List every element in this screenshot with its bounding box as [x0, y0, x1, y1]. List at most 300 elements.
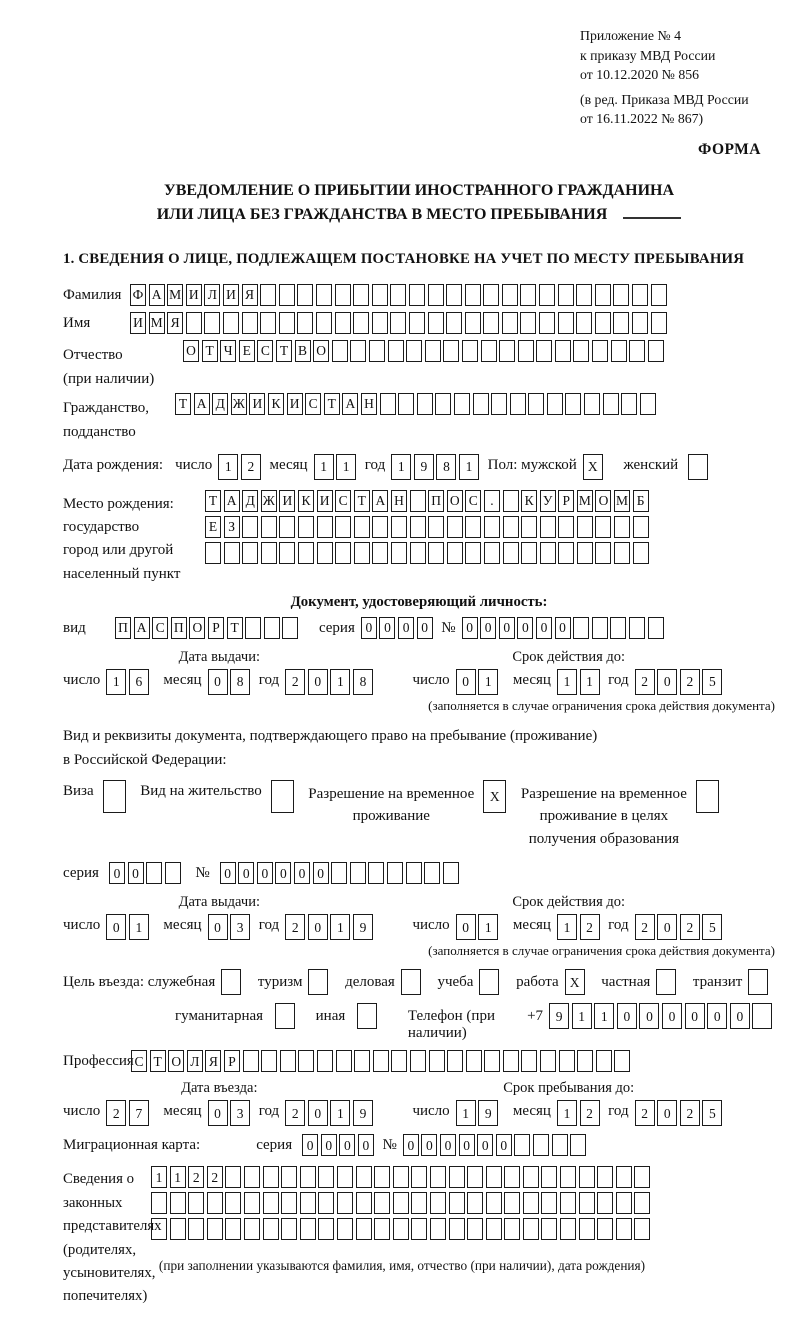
form-cell[interactable] [223, 312, 239, 334]
form-cell[interactable] [390, 312, 406, 334]
form-cell[interactable] [318, 1218, 334, 1240]
form-cell[interactable] [335, 542, 351, 564]
form-cell[interactable] [369, 340, 385, 362]
form-cell[interactable] [261, 542, 277, 564]
form-cell[interactable] [207, 1192, 223, 1214]
form-cell[interactable] [428, 312, 444, 334]
form-cell[interactable]: 3 [230, 1100, 250, 1126]
form-cell[interactable] [331, 862, 347, 884]
form-cell[interactable]: 0 [361, 617, 377, 639]
form-cell[interactable] [410, 542, 426, 564]
form-cell[interactable]: 0 [462, 617, 478, 639]
form-cell[interactable] [748, 969, 768, 995]
form-cell[interactable]: Т [227, 617, 243, 639]
form-cell[interactable] [491, 393, 507, 415]
form-cell[interactable] [428, 284, 444, 306]
form-cell[interactable] [633, 516, 649, 538]
form-cell[interactable] [393, 1218, 409, 1240]
form-cell[interactable] [634, 1192, 650, 1214]
form-cell[interactable] [271, 780, 294, 813]
form-cell[interactable]: 1 [170, 1166, 186, 1188]
form-cell[interactable]: 7 [129, 1100, 149, 1126]
form-cell[interactable] [298, 1050, 314, 1072]
form-cell[interactable] [264, 617, 280, 639]
form-cell[interactable]: 8 [436, 454, 456, 480]
form-cell[interactable] [540, 516, 556, 538]
form-cell[interactable] [616, 1166, 632, 1188]
form-cell[interactable] [449, 1192, 465, 1214]
form-cell[interactable] [280, 1050, 296, 1072]
form-cell[interactable] [592, 340, 608, 362]
form-cell[interactable]: К [521, 490, 537, 512]
form-cell[interactable] [573, 617, 589, 639]
form-cell[interactable] [579, 1192, 595, 1214]
form-cell[interactable] [188, 1218, 204, 1240]
form-cell[interactable]: О [168, 1050, 184, 1072]
form-cell[interactable] [579, 1166, 595, 1188]
form-cell[interactable] [539, 312, 555, 334]
form-cell[interactable] [547, 393, 563, 415]
form-cell[interactable]: 0 [657, 1100, 677, 1126]
form-cell[interactable] [411, 1218, 427, 1240]
form-cell[interactable]: 0 [480, 617, 496, 639]
form-cell[interactable]: 0 [379, 617, 395, 639]
form-cell[interactable] [539, 284, 555, 306]
form-cell[interactable] [521, 1050, 537, 1072]
form-cell[interactable]: 0 [730, 1003, 750, 1029]
form-cell[interactable] [651, 312, 667, 334]
form-cell[interactable]: 0 [417, 617, 433, 639]
form-cell[interactable] [151, 1218, 167, 1240]
form-cell[interactable] [483, 312, 499, 334]
form-cell[interactable] [316, 312, 332, 334]
form-cell[interactable] [577, 1050, 593, 1072]
form-cell[interactable]: С [465, 490, 481, 512]
form-cell[interactable] [353, 284, 369, 306]
form-cell[interactable]: 1 [391, 454, 411, 480]
form-cell[interactable]: 1 [557, 669, 577, 695]
form-cell[interactable] [486, 1218, 502, 1240]
form-cell[interactable]: 0 [308, 914, 328, 940]
form-cell[interactable] [430, 1218, 446, 1240]
form-cell[interactable]: 0 [707, 1003, 727, 1029]
form-cell[interactable] [595, 516, 611, 538]
form-cell[interactable]: 1 [456, 1100, 476, 1126]
form-cell[interactable]: 3 [230, 914, 250, 940]
form-cell[interactable] [353, 312, 369, 334]
form-cell[interactable] [560, 1166, 576, 1188]
form-cell[interactable] [521, 516, 537, 538]
form-cell[interactable]: З [224, 516, 240, 538]
form-cell[interactable]: 0 [308, 669, 328, 695]
form-cell[interactable] [629, 617, 645, 639]
form-cell[interactable]: К [268, 393, 284, 415]
form-cell[interactable] [560, 1218, 576, 1240]
form-cell[interactable]: 0 [302, 1134, 318, 1156]
form-cell[interactable]: Д [242, 490, 258, 512]
form-cell[interactable]: 2 [680, 1100, 700, 1126]
form-cell[interactable] [401, 969, 421, 995]
form-cell[interactable] [350, 862, 366, 884]
form-cell[interactable]: Я [205, 1050, 221, 1072]
form-cell[interactable] [597, 1192, 613, 1214]
form-cell[interactable]: О [447, 490, 463, 512]
form-cell[interactable] [541, 1166, 557, 1188]
form-cell[interactable] [579, 1218, 595, 1240]
form-cell[interactable]: Н [361, 393, 377, 415]
form-cell[interactable] [467, 1192, 483, 1214]
form-cell[interactable]: А [134, 617, 150, 639]
form-cell[interactable] [242, 312, 258, 334]
form-cell[interactable]: 0 [208, 1100, 228, 1126]
form-cell[interactable]: С [152, 617, 168, 639]
form-cell[interactable] [406, 340, 422, 362]
form-cell[interactable]: 1 [330, 1100, 350, 1126]
form-cell[interactable] [354, 542, 370, 564]
form-cell[interactable] [225, 1166, 241, 1188]
form-cell[interactable] [558, 516, 574, 538]
form-cell[interactable]: 0 [128, 862, 144, 884]
form-cell[interactable] [350, 340, 366, 362]
form-cell[interactable]: И [279, 490, 295, 512]
form-cell[interactable]: X [483, 780, 506, 813]
form-cell[interactable] [335, 312, 351, 334]
form-cell[interactable]: 1 [336, 454, 356, 480]
form-cell[interactable]: 0 [313, 862, 329, 884]
form-cell[interactable] [520, 312, 536, 334]
form-cell[interactable] [552, 1134, 568, 1156]
form-cell[interactable] [634, 1218, 650, 1240]
form-cell[interactable] [467, 1218, 483, 1240]
form-cell[interactable] [447, 1050, 463, 1072]
form-cell[interactable] [502, 312, 518, 334]
form-cell[interactable] [424, 862, 440, 884]
form-cell[interactable] [242, 516, 258, 538]
form-cell[interactable] [103, 780, 126, 813]
form-cell[interactable] [632, 312, 648, 334]
form-cell[interactable]: 9 [549, 1003, 569, 1029]
form-cell[interactable] [335, 284, 351, 306]
form-cell[interactable] [446, 312, 462, 334]
form-cell[interactable] [373, 1050, 389, 1072]
form-cell[interactable] [170, 1192, 186, 1214]
form-cell[interactable] [577, 542, 593, 564]
form-cell[interactable] [484, 1050, 500, 1072]
form-cell[interactable] [592, 617, 608, 639]
form-cell[interactable] [523, 1192, 539, 1214]
form-cell[interactable] [245, 617, 261, 639]
form-cell[interactable] [336, 1050, 352, 1072]
form-cell[interactable]: 0 [657, 914, 677, 940]
form-cell[interactable] [263, 1192, 279, 1214]
form-cell[interactable] [486, 1192, 502, 1214]
form-cell[interactable] [388, 340, 404, 362]
form-cell[interactable]: 1 [218, 454, 238, 480]
form-cell[interactable] [300, 1166, 316, 1188]
form-cell[interactable]: 0 [459, 1134, 475, 1156]
form-cell[interactable] [151, 1192, 167, 1214]
form-cell[interactable] [318, 1166, 334, 1188]
form-cell[interactable] [281, 1166, 297, 1188]
form-cell[interactable] [260, 284, 276, 306]
form-cell[interactable] [447, 542, 463, 564]
form-cell[interactable]: 0 [657, 669, 677, 695]
form-cell[interactable]: 0 [208, 669, 228, 695]
form-cell[interactable]: Т [354, 490, 370, 512]
form-cell[interactable]: О [595, 490, 611, 512]
form-cell[interactable]: Е [205, 516, 221, 538]
form-cell[interactable] [595, 542, 611, 564]
form-cell[interactable] [317, 1050, 333, 1072]
form-cell[interactable] [281, 1192, 297, 1214]
form-cell[interactable] [613, 312, 629, 334]
form-cell[interactable]: С [335, 490, 351, 512]
form-cell[interactable]: О [189, 617, 205, 639]
form-cell[interactable] [244, 1166, 260, 1188]
form-cell[interactable]: 6 [129, 669, 149, 695]
form-cell[interactable] [279, 542, 295, 564]
form-cell[interactable]: 2 [580, 914, 600, 940]
form-cell[interactable]: Л [204, 284, 220, 306]
form-cell[interactable]: С [305, 393, 321, 415]
form-cell[interactable]: 1 [151, 1166, 167, 1188]
form-cell[interactable] [597, 1218, 613, 1240]
form-cell[interactable] [597, 1166, 613, 1188]
form-cell[interactable]: 1 [478, 669, 498, 695]
form-cell[interactable] [752, 1003, 772, 1029]
form-cell[interactable]: Т [150, 1050, 166, 1072]
form-cell[interactable] [613, 284, 629, 306]
form-cell[interactable] [186, 312, 202, 334]
form-cell[interactable]: М [167, 284, 183, 306]
form-cell[interactable] [337, 1166, 353, 1188]
form-cell[interactable] [356, 1166, 372, 1188]
form-cell[interactable]: 0 [339, 1134, 355, 1156]
form-cell[interactable] [555, 340, 571, 362]
form-cell[interactable]: И [287, 393, 303, 415]
form-cell[interactable]: Т [205, 490, 221, 512]
form-cell[interactable] [411, 1192, 427, 1214]
form-cell[interactable] [648, 340, 664, 362]
form-cell[interactable] [503, 516, 519, 538]
form-cell[interactable] [410, 1050, 426, 1072]
form-cell[interactable] [409, 284, 425, 306]
form-cell[interactable] [528, 393, 544, 415]
form-cell[interactable] [298, 516, 314, 538]
form-cell[interactable]: 0 [477, 1134, 493, 1156]
form-cell[interactable] [634, 1166, 650, 1188]
form-cell[interactable] [466, 1050, 482, 1072]
form-cell[interactable]: 0 [398, 617, 414, 639]
form-cell[interactable]: 0 [456, 669, 476, 695]
form-cell[interactable]: 2 [241, 454, 261, 480]
form-cell[interactable] [221, 969, 241, 995]
form-cell[interactable] [577, 516, 593, 538]
form-cell[interactable] [570, 1134, 586, 1156]
form-cell[interactable] [449, 1166, 465, 1188]
form-cell[interactable] [430, 1166, 446, 1188]
form-cell[interactable]: Б [633, 490, 649, 512]
form-cell[interactable]: 5 [702, 914, 722, 940]
form-cell[interactable] [633, 542, 649, 564]
form-cell[interactable] [279, 284, 295, 306]
form-cell[interactable] [595, 312, 611, 334]
form-cell[interactable] [317, 516, 333, 538]
form-cell[interactable]: 1 [572, 1003, 592, 1029]
form-cell[interactable] [357, 1003, 377, 1029]
form-cell[interactable] [188, 1192, 204, 1214]
form-cell[interactable]: Т [175, 393, 191, 415]
form-cell[interactable] [533, 1134, 549, 1156]
form-cell[interactable] [584, 393, 600, 415]
form-cell[interactable] [614, 516, 630, 538]
form-cell[interactable] [514, 1134, 530, 1156]
form-cell[interactable]: 0 [321, 1134, 337, 1156]
form-cell[interactable]: М [577, 490, 593, 512]
form-cell[interactable]: 2 [106, 1100, 126, 1126]
form-cell[interactable] [354, 1050, 370, 1072]
form-cell[interactable]: И [186, 284, 202, 306]
form-cell[interactable] [483, 284, 499, 306]
form-cell[interactable] [261, 1050, 277, 1072]
form-cell[interactable] [281, 1218, 297, 1240]
form-cell[interactable]: 0 [685, 1003, 705, 1029]
form-cell[interactable] [465, 516, 481, 538]
form-cell[interactable] [502, 284, 518, 306]
form-cell[interactable]: Я [242, 284, 258, 306]
form-cell[interactable] [318, 1192, 334, 1214]
form-cell[interactable] [560, 1192, 576, 1214]
form-cell[interactable]: И [223, 284, 239, 306]
form-cell[interactable]: 1 [129, 914, 149, 940]
form-cell[interactable] [165, 862, 181, 884]
form-cell[interactable] [465, 542, 481, 564]
form-cell[interactable]: 0 [499, 617, 515, 639]
form-cell[interactable] [656, 969, 676, 995]
form-cell[interactable] [374, 1218, 390, 1240]
form-cell[interactable]: И [317, 490, 333, 512]
form-cell[interactable] [503, 490, 519, 512]
form-cell[interactable] [447, 516, 463, 538]
form-cell[interactable]: А [149, 284, 165, 306]
form-cell[interactable] [430, 1192, 446, 1214]
form-cell[interactable] [428, 542, 444, 564]
form-cell[interactable]: 0 [536, 617, 552, 639]
form-cell[interactable] [337, 1218, 353, 1240]
form-cell[interactable]: 1 [557, 1100, 577, 1126]
form-cell[interactable]: 9 [353, 914, 373, 940]
form-cell[interactable] [616, 1218, 632, 1240]
form-cell[interactable] [279, 516, 295, 538]
form-cell[interactable] [576, 284, 592, 306]
form-cell[interactable] [465, 312, 481, 334]
form-cell[interactable]: 0 [238, 862, 254, 884]
form-cell[interactable] [398, 393, 414, 415]
form-cell[interactable] [632, 284, 648, 306]
form-cell[interactable]: 1 [594, 1003, 614, 1029]
form-cell[interactable] [374, 1192, 390, 1214]
form-cell[interactable]: 1 [459, 454, 479, 480]
form-cell[interactable] [297, 312, 313, 334]
form-cell[interactable] [372, 284, 388, 306]
form-cell[interactable]: Я [167, 312, 183, 334]
form-cell[interactable] [260, 312, 276, 334]
form-cell[interactable] [300, 1192, 316, 1214]
form-cell[interactable] [411, 1166, 427, 1188]
form-cell[interactable] [523, 1166, 539, 1188]
form-cell[interactable]: . [484, 490, 500, 512]
form-cell[interactable] [616, 1192, 632, 1214]
form-cell[interactable] [317, 542, 333, 564]
form-cell[interactable]: 5 [702, 669, 722, 695]
form-cell[interactable]: Н [391, 490, 407, 512]
form-cell[interactable]: О [183, 340, 199, 362]
form-cell[interactable]: С [257, 340, 273, 362]
form-cell[interactable] [540, 1050, 556, 1072]
form-cell[interactable]: 0 [517, 617, 533, 639]
form-cell[interactable]: 0 [662, 1003, 682, 1029]
form-cell[interactable] [558, 284, 574, 306]
form-cell[interactable] [449, 1218, 465, 1240]
form-cell[interactable]: П [171, 617, 187, 639]
form-cell[interactable]: Р [224, 1050, 240, 1072]
form-cell[interactable]: 9 [353, 1100, 373, 1126]
form-cell[interactable]: 0 [639, 1003, 659, 1029]
form-cell[interactable]: 0 [109, 862, 125, 884]
form-cell[interactable] [297, 284, 313, 306]
form-cell[interactable]: 2 [285, 914, 305, 940]
form-cell[interactable] [205, 542, 221, 564]
form-cell[interactable] [651, 284, 667, 306]
form-cell[interactable] [473, 393, 489, 415]
form-cell[interactable]: 5 [702, 1100, 722, 1126]
form-cell[interactable]: Р [558, 490, 574, 512]
form-cell[interactable] [242, 542, 258, 564]
form-cell[interactable]: М [614, 490, 630, 512]
form-cell[interactable] [603, 393, 619, 415]
form-cell[interactable] [504, 1218, 520, 1240]
form-cell[interactable] [225, 1192, 241, 1214]
form-cell[interactable] [410, 516, 426, 538]
form-cell[interactable] [391, 542, 407, 564]
form-cell[interactable] [170, 1218, 186, 1240]
form-cell[interactable]: Ч [220, 340, 236, 362]
form-cell[interactable]: 2 [285, 1100, 305, 1126]
form-cell[interactable] [393, 1192, 409, 1214]
form-cell[interactable]: Ж [231, 393, 247, 415]
form-cell[interactable]: К [298, 490, 314, 512]
form-cell[interactable]: 0 [257, 862, 273, 884]
form-cell[interactable]: А [342, 393, 358, 415]
form-cell[interactable] [225, 1218, 241, 1240]
form-cell[interactable]: 2 [635, 1100, 655, 1126]
form-cell[interactable]: 9 [478, 1100, 498, 1126]
form-cell[interactable] [380, 393, 396, 415]
form-cell[interactable] [484, 516, 500, 538]
form-cell[interactable]: 8 [353, 669, 373, 695]
form-cell[interactable] [559, 1050, 575, 1072]
form-cell[interactable]: 0 [555, 617, 571, 639]
form-cell[interactable]: 1 [330, 914, 350, 940]
form-cell[interactable] [541, 1192, 557, 1214]
form-cell[interactable]: А [224, 490, 240, 512]
form-cell[interactable]: 0 [308, 1100, 328, 1126]
form-cell[interactable] [391, 516, 407, 538]
form-cell[interactable] [372, 516, 388, 538]
form-cell[interactable]: 1 [478, 914, 498, 940]
form-cell[interactable] [696, 780, 719, 813]
form-cell[interactable] [558, 312, 574, 334]
